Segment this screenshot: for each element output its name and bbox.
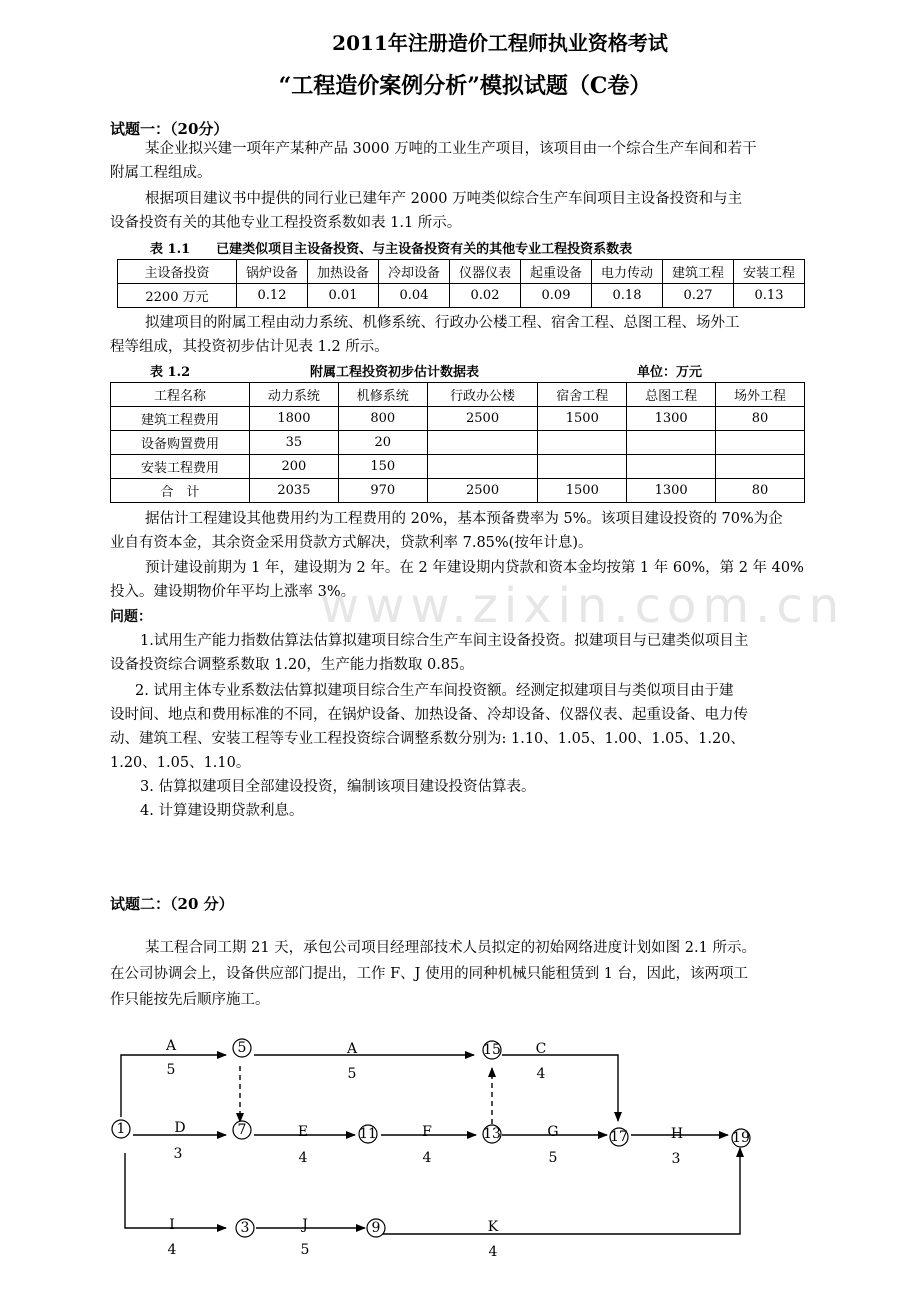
table-header-cell: 仪器仪表 bbox=[450, 260, 521, 284]
paper-title: “工程造价案例分析”模拟试题（C卷） bbox=[278, 73, 652, 99]
q1-para3-line1: 拟建项目的附属工程由动力系统、机修系统、行政办公楼工程、宿舍工程、总图工程、场外工 bbox=[145, 315, 740, 331]
question-1-line2: 设备投资综合调整系数取 1.20，生产能力指数取 0.85。 bbox=[110, 657, 474, 673]
table-cell bbox=[716, 431, 805, 455]
node-label: 17 bbox=[610, 1129, 628, 1145]
auxiliary-cost-table bbox=[110, 382, 805, 503]
activity-duration: 5 bbox=[300, 1242, 310, 1258]
table-cell: 0.01 bbox=[308, 284, 379, 308]
table-header-cell: 建筑工程 bbox=[663, 260, 734, 284]
table-header-row bbox=[118, 260, 805, 284]
table-cell: 0.04 bbox=[379, 284, 450, 308]
activity-name: G bbox=[547, 1124, 559, 1140]
activity-duration: 5 bbox=[166, 1062, 176, 1078]
question-4: 4. 计算建设期贷款利息。 bbox=[140, 803, 304, 819]
activity-name: K bbox=[487, 1219, 499, 1235]
table-cell: 200 bbox=[250, 455, 339, 479]
node-label: 19 bbox=[732, 1130, 750, 1146]
exam-title: 2011年注册造价工程师执业资格考试 bbox=[332, 31, 668, 55]
q2-heading: 试题二：（20 分） bbox=[110, 895, 234, 913]
activity-duration: 4 bbox=[167, 1242, 177, 1258]
table-cell: 建筑工程费用 bbox=[111, 407, 250, 431]
table-header-cell: 行政办公楼 bbox=[427, 383, 538, 407]
table-cell: 0.12 bbox=[237, 284, 308, 308]
table-cell: 1500 bbox=[538, 407, 627, 431]
activity-arrow-k bbox=[382, 1148, 740, 1234]
table-cell: 设备购置费用 bbox=[111, 431, 250, 455]
q1-para1-line2: 附属工程组成。 bbox=[110, 165, 212, 181]
table-row bbox=[111, 431, 805, 455]
q1-para5-line2: 投入。建设期物价年平均上涨率 3%。 bbox=[110, 584, 356, 600]
table-cell: 2200 万元 bbox=[118, 284, 237, 308]
table-header-cell: 宿舍工程 bbox=[538, 383, 627, 407]
question-2-line4: 1.20、1.05、1.10。 bbox=[110, 755, 251, 771]
table-cell bbox=[627, 455, 716, 479]
table-header-row bbox=[111, 383, 805, 407]
activity-name: J bbox=[302, 1217, 308, 1233]
table-header-cell: 加热设备 bbox=[308, 260, 379, 284]
table-cell bbox=[538, 455, 627, 479]
table-cell: 1300 bbox=[627, 479, 716, 503]
activity-name: H bbox=[670, 1126, 684, 1142]
activity-name: F bbox=[422, 1124, 432, 1140]
node-label: 5 bbox=[237, 1040, 247, 1056]
table-cell: 35 bbox=[250, 431, 339, 455]
activity-name: E bbox=[297, 1124, 309, 1140]
table-row bbox=[111, 407, 805, 431]
table-cell bbox=[716, 455, 805, 479]
table-header-cell: 主设备投资 bbox=[118, 260, 237, 284]
node-label: 1 bbox=[116, 1121, 126, 1137]
table1-caption: 表 1.1 已建类似项目主设备投资、与主设备投资有关的其他专业工程投资系数表 bbox=[150, 242, 633, 257]
table-header-cell: 总图工程 bbox=[627, 383, 716, 407]
q1-para2-line1: 根据项目建议书中提供的同行业已建年产 2000 万吨类似综合生产车间项目主设备投资和与主 bbox=[145, 191, 743, 207]
table-cell: 0.27 bbox=[663, 284, 734, 308]
table-cell: 2035 bbox=[250, 479, 339, 503]
table-row bbox=[118, 284, 805, 308]
activity-arrow-c bbox=[502, 1055, 618, 1121]
q1-para2-line2: 设备投资有关的其他专业工程投资系数如表 1.1 所示。 bbox=[110, 215, 462, 231]
node-label: 3 bbox=[240, 1220, 250, 1236]
table-cell: 1300 bbox=[627, 407, 716, 431]
table-header-cell: 动力系统 bbox=[250, 383, 339, 407]
activity-name: A bbox=[165, 1038, 177, 1054]
table2-caption-number: 表 1.2 bbox=[150, 365, 191, 380]
coefficient-table bbox=[117, 259, 805, 308]
table-cell: 2500 bbox=[427, 479, 538, 503]
table-cell: 合 计 bbox=[111, 479, 250, 503]
table-cell: 0.02 bbox=[450, 284, 521, 308]
table-cell bbox=[427, 455, 538, 479]
table-cell: 安装工程费用 bbox=[111, 455, 250, 479]
network-diagram bbox=[100, 1030, 780, 1270]
q1-para4-line2: 业自有资本金，其余资金采用贷款方式解决，贷款利率 7.85%(按年计息)。 bbox=[110, 535, 593, 551]
q2-para1-line1: 某工程合同工期 21 天，承包公司项目经理部技术人员拟定的初始网络进度计划如图 2.1 所示。 bbox=[145, 940, 756, 956]
table2-caption-unit: 单位：万元 bbox=[637, 365, 703, 380]
activity-name: A bbox=[346, 1041, 358, 1057]
q2-para1-line2: 在公司协调会上，设备供应部门提出，工作 F、J 使用的同种机械只能租赁到 1 台，因此，该两项工 bbox=[110, 966, 749, 982]
table-cell: 970 bbox=[338, 479, 427, 503]
table-cell: 2500 bbox=[427, 407, 538, 431]
table-cell: 800 bbox=[338, 407, 427, 431]
q1-para5-line1: 预计建设前期为 1 年，建设期为 2 年。在 2 年建设期内贷款和资本金均按第 1 年 60%，第 2 年 40% bbox=[145, 560, 804, 576]
table-cell: 0.18 bbox=[592, 284, 663, 308]
table-cell: 1500 bbox=[538, 479, 627, 503]
activity-name: I bbox=[169, 1217, 175, 1233]
table-cell: 80 bbox=[716, 407, 805, 431]
question-2-line2: 设时间、地点和费用标准的不同，在锅炉设备、加热设备、冷却设备、仪器仪表、起重设备、电力传 bbox=[110, 707, 748, 723]
activity-duration: 4 bbox=[488, 1244, 498, 1260]
activity-name: D bbox=[174, 1120, 186, 1136]
activity-duration: 5 bbox=[548, 1150, 558, 1166]
table-cell: 80 bbox=[716, 479, 805, 503]
node-label: 15 bbox=[483, 1042, 501, 1058]
node-label: 7 bbox=[237, 1122, 247, 1138]
table-cell bbox=[627, 431, 716, 455]
q1-heading: 试题一：（20分） bbox=[110, 120, 229, 138]
node-label: 13 bbox=[483, 1126, 501, 1142]
table-cell: 0.09 bbox=[521, 284, 592, 308]
table-cell: 1800 bbox=[250, 407, 339, 431]
question-2-line3: 动、建筑工程、安装工程等专业工程投资综合调整系数分别为: 1.10、1.05、1.00、1.05、1.20、 bbox=[110, 731, 745, 747]
node-label: 11 bbox=[359, 1126, 377, 1142]
watermark: www.zixin.com.cn bbox=[320, 578, 846, 634]
table-row bbox=[111, 479, 805, 503]
table-header-cell: 起重设备 bbox=[521, 260, 592, 284]
activity-duration: 4 bbox=[298, 1150, 308, 1166]
q1-para4-line1: 据估计工程建设其他费用约为工程费用的 20%，基本预备费率为 5%。该项目建设投资的 70%为企 bbox=[145, 511, 783, 527]
table-header-cell: 机修系统 bbox=[338, 383, 427, 407]
question-3: 3. 估算拟建项目全部建设投资，编制该项目建设投资估算表。 bbox=[140, 779, 536, 795]
q1-para3-line2: 程等组成，其投资初步估计见表 1.2 所示。 bbox=[110, 339, 389, 355]
q1-para1-line1: 某企业拟兴建一项年产某种产品 3000 万吨的工业生产项目，该项目由一个综合生产车间和若干 bbox=[145, 141, 757, 157]
table-header-cell: 安装工程 bbox=[734, 260, 805, 284]
table2-caption-title: 附属工程投资初步估计数据表 bbox=[310, 365, 480, 380]
activity-duration: 3 bbox=[671, 1151, 681, 1167]
questions-heading: 问题： bbox=[110, 609, 152, 625]
activity-duration: 4 bbox=[422, 1150, 432, 1166]
activity-name: C bbox=[535, 1041, 547, 1057]
table-header-cell: 电力传动 bbox=[592, 260, 663, 284]
question-1-line1: 1.试用生产能力指数估算法估算拟建项目综合生产车间主设备投资。拟建项目与已建类似项目主 bbox=[140, 633, 749, 649]
table-header-cell: 锅炉设备 bbox=[237, 260, 308, 284]
activity-duration: 4 bbox=[536, 1066, 546, 1082]
q2-para1-line3: 作只能按先后顺序施工。 bbox=[110, 992, 270, 1008]
table-header-cell: 冷却设备 bbox=[379, 260, 450, 284]
table-cell bbox=[427, 431, 538, 455]
table-row bbox=[111, 455, 805, 479]
node-label: 9 bbox=[371, 1220, 381, 1236]
table-cell bbox=[538, 431, 627, 455]
activity-arrow-i bbox=[125, 1153, 226, 1228]
table-header-cell: 工程名称 bbox=[111, 383, 250, 407]
table-header-cell: 场外工程 bbox=[716, 383, 805, 407]
table-cell: 0.13 bbox=[734, 284, 805, 308]
question-2-line1: 2. 试用主体专业系数法估算拟建项目综合生产车间投资额。经测定拟建项目与类似项目由于建 bbox=[135, 683, 734, 699]
table-cell: 150 bbox=[338, 455, 427, 479]
table-cell: 20 bbox=[338, 431, 427, 455]
activity-duration: 5 bbox=[347, 1066, 357, 1082]
activity-duration: 3 bbox=[173, 1146, 183, 1162]
